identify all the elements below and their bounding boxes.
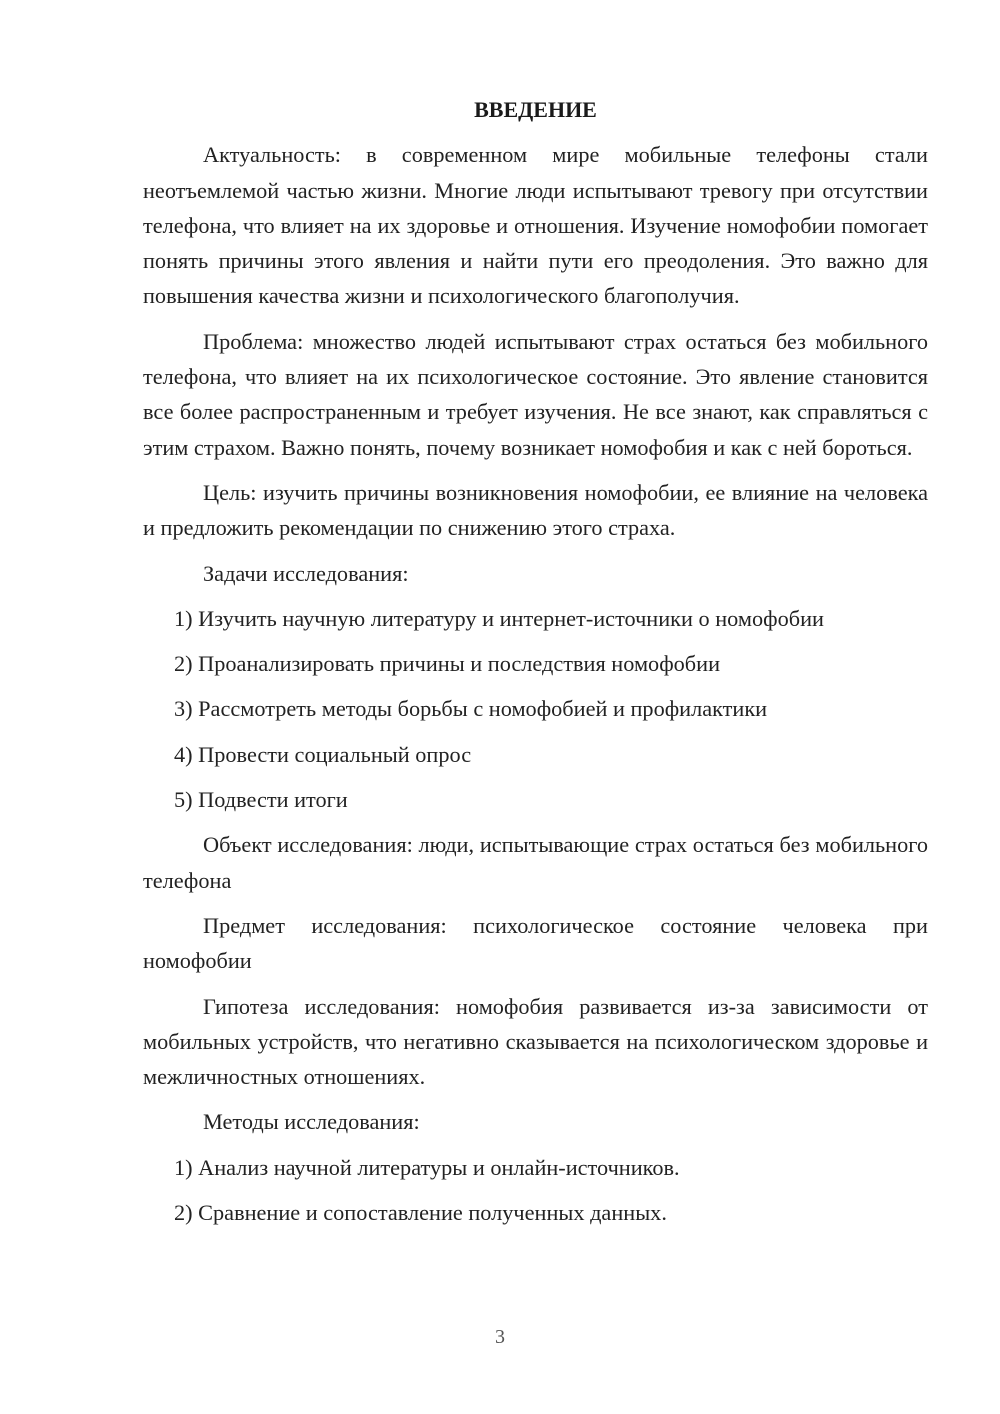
method-item: 2) Сравнение и сопоставление полученных данных. [174, 1200, 667, 1226]
task-item: 5) Подвести итоги [174, 787, 348, 813]
problem-paragraph: Проблема: множество людей испытывают страх остаться без мобильного телефона, что влияет на их психологическое состояние. Это явление становится все более распространенным и требует изучения. Не все знают, как справляться с этим страхом. Важно понять, почему возникает номофобия и как с ней бороться. [143, 328, 928, 460]
method-item: 1) Анализ научной литературы и онлайн-источников. [174, 1154, 680, 1180]
page-content [143, 92, 928, 1240]
tasks-heading: Задачи исследования: [203, 560, 409, 586]
hypothesis-paragraph: Гипотеза исследования: номофобия развивается из-за зависимости от мобильных устройств, что негативно сказывается на психологическом здоровье и межличностных отношениях. [143, 993, 928, 1090]
relevance-paragraph: Актуальность: в современном мире мобильные телефоны стали неотъемлемой частью жизни. Многие люди испытывают тревогу при отсутствии телефона, что влияет на их здоровье и отношения. Изучение номофобии помогает понять причины этого явления и найти пути его преодоления. Это важно для повышения качества жизни и психологического благополучия. [143, 142, 928, 309]
subject-paragraph: Предмет исследования: психологическое состояние человека при номофобии [143, 912, 928, 974]
page-title: ВВЕДЕНИЕ [474, 97, 597, 122]
task-item: 4) Провести социальный опрос [174, 741, 472, 767]
methods-heading: Методы исследования: [203, 1109, 420, 1135]
task-item: 2) Проанализировать причины и последствия номофобии [174, 651, 721, 677]
object-paragraph: Объект исследования: люди, испытывающие страх остаться без мобильного телефона [143, 832, 928, 893]
goal-paragraph: Цель: изучить причины возникновения номофобии, ее влияние на человека и предложить рекомендации по снижению этого страха. [143, 479, 928, 541]
task-item: 1) Изучить научную литературу и интернет-источники о номофобии [174, 605, 824, 631]
task-item: 3) Рассмотреть методы борьбы с номофобией и профилактики [174, 696, 768, 722]
page-number: 3 [495, 1326, 505, 1348]
